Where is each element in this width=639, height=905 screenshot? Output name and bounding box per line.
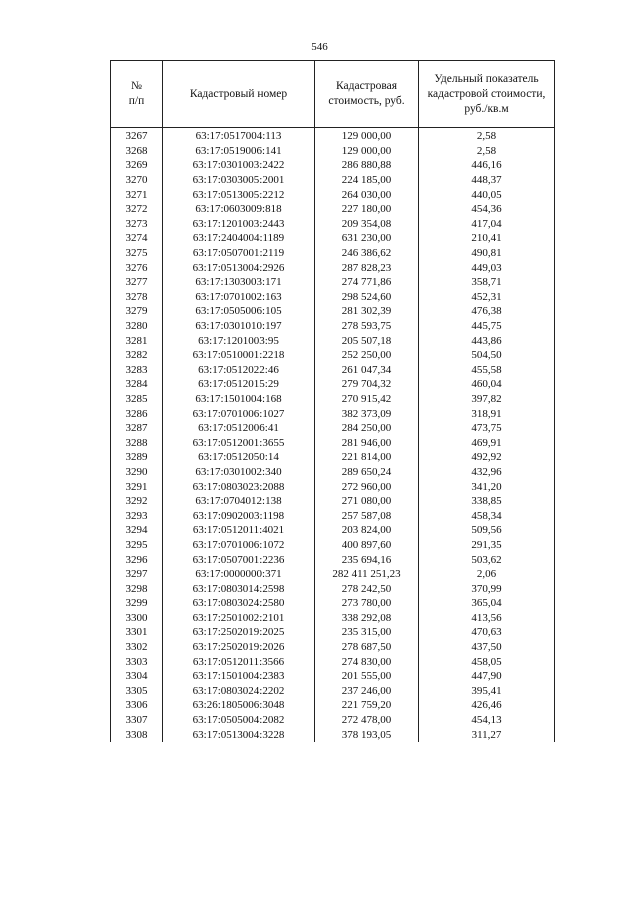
- cadastral-value: 257 587,08: [315, 508, 419, 523]
- table-row: [111, 231, 555, 246]
- specific-value: 503,62: [419, 552, 555, 567]
- cadastral-value: 631 230,00: [315, 231, 419, 246]
- cadastral-number: 63:17:0902003:1198: [163, 508, 315, 523]
- cadastral-number: 63:17:0510001:2218: [163, 348, 315, 363]
- specific-value: 397,82: [419, 392, 555, 407]
- row-number: 3270: [111, 173, 163, 188]
- specific-value: 370,99: [419, 581, 555, 596]
- table-row: [111, 392, 555, 407]
- specific-value: 447,90: [419, 669, 555, 684]
- table-row: [111, 567, 555, 582]
- cadastral-value: 272 960,00: [315, 479, 419, 494]
- specific-value: 492,92: [419, 450, 555, 465]
- cadastral-value: 201 555,00: [315, 669, 419, 684]
- header-num: № п/п: [111, 61, 163, 128]
- specific-value: 473,75: [419, 421, 555, 436]
- specific-value: 448,37: [419, 173, 555, 188]
- specific-value: 469,91: [419, 435, 555, 450]
- table-row: [111, 319, 555, 334]
- cadastral-number: 63:17:0603009:818: [163, 202, 315, 217]
- table-row: [111, 144, 555, 159]
- row-number: 3305: [111, 684, 163, 699]
- specific-value: 452,31: [419, 290, 555, 305]
- table-row: [111, 202, 555, 217]
- cadastral-number: 63:17:0517004:113: [163, 128, 315, 144]
- cadastral-number: 63:17:0512015:29: [163, 377, 315, 392]
- cadastral-value: 279 704,32: [315, 377, 419, 392]
- cadastral-value: 264 030,00: [315, 187, 419, 202]
- table-row: [111, 698, 555, 713]
- specific-value: 504,50: [419, 348, 555, 363]
- row-number: 3268: [111, 144, 163, 159]
- cadastral-number: 63:17:1501004:2383: [163, 669, 315, 684]
- cadastral-value: 278 687,50: [315, 640, 419, 655]
- row-number: 3282: [111, 348, 163, 363]
- row-number: 3289: [111, 450, 163, 465]
- specific-value: 413,56: [419, 611, 555, 626]
- cadastral-number: 63:17:0513004:3228: [163, 727, 315, 742]
- cadastral-value: 281 302,39: [315, 304, 419, 319]
- row-number: 3302: [111, 640, 163, 655]
- row-number: 3291: [111, 479, 163, 494]
- row-number: 3284: [111, 377, 163, 392]
- cadastral-value: 284 250,00: [315, 421, 419, 436]
- cadastral-number: 63:17:0701002:163: [163, 290, 315, 305]
- row-number: 3301: [111, 625, 163, 640]
- cadastral-number: 63:17:0303005:2001: [163, 173, 315, 188]
- row-number: 3275: [111, 246, 163, 261]
- table-row: [111, 406, 555, 421]
- table-row: [111, 669, 555, 684]
- table-row: [111, 465, 555, 480]
- row-number: 3294: [111, 523, 163, 538]
- table-row: [111, 435, 555, 450]
- cadastral-number: 63:17:0701006:1027: [163, 406, 315, 421]
- cadastral-value: 282 411 251,23: [315, 567, 419, 582]
- table-row: [111, 260, 555, 275]
- specific-value: 358,71: [419, 275, 555, 290]
- specific-value: 426,46: [419, 698, 555, 713]
- cadastral-value: 237 246,00: [315, 684, 419, 699]
- cadastral-value: 273 780,00: [315, 596, 419, 611]
- cadastral-value: 221 759,20: [315, 698, 419, 713]
- cadastral-value: 272 478,00: [315, 713, 419, 728]
- cadastral-value: 274 830,00: [315, 654, 419, 669]
- row-number: 3274: [111, 231, 163, 246]
- row-number: 3279: [111, 304, 163, 319]
- cadastral-number: 63:17:2404004:1189: [163, 231, 315, 246]
- row-number: 3303: [111, 654, 163, 669]
- cadastral-number: 63:17:0301002:340: [163, 465, 315, 480]
- cadastral-number: 63:17:0512001:3655: [163, 435, 315, 450]
- specific-value: 440,05: [419, 187, 555, 202]
- cadastral-number: 63:17:0512011:3566: [163, 654, 315, 669]
- cadastral-number: 63:17:0519006:141: [163, 144, 315, 159]
- cadastral-value: 287 828,23: [315, 260, 419, 275]
- specific-value: 445,75: [419, 319, 555, 334]
- cadastral-number: 63:17:0512006:41: [163, 421, 315, 436]
- table-row: [111, 596, 555, 611]
- cadastral-number: 63:17:0512011:4021: [163, 523, 315, 538]
- cadastral-value: 271 080,00: [315, 494, 419, 509]
- row-number: 3292: [111, 494, 163, 509]
- row-number: 3308: [111, 727, 163, 742]
- row-number: 3285: [111, 392, 163, 407]
- specific-value: 311,27: [419, 727, 555, 742]
- row-number: 3281: [111, 333, 163, 348]
- cadastral-value: 221 814,00: [315, 450, 419, 465]
- cadastral-value: 261 047,34: [315, 363, 419, 378]
- cadastral-number: 63:17:0507001:2236: [163, 552, 315, 567]
- specific-value: 2,06: [419, 567, 555, 582]
- cadastral-value: 270 915,42: [315, 392, 419, 407]
- cadastral-number: 63:17:2501002:2101: [163, 611, 315, 626]
- cadastral-number: 63:17:0803024:2202: [163, 684, 315, 699]
- table-body: [111, 128, 555, 742]
- table-row: [111, 450, 555, 465]
- table-row: [111, 611, 555, 626]
- row-number: 3288: [111, 435, 163, 450]
- specific-value: 446,16: [419, 158, 555, 173]
- table-row: [111, 421, 555, 436]
- cadastral-value: 227 180,00: [315, 202, 419, 217]
- table-row: [111, 290, 555, 305]
- table-row: [111, 581, 555, 596]
- cadastral-number: 63:17:0000000:371: [163, 567, 315, 582]
- cadastral-number: 63:26:1805006:3048: [163, 698, 315, 713]
- cadastral-value: 252 250,00: [315, 348, 419, 363]
- cadastral-number: 63:17:0701006:1072: [163, 538, 315, 553]
- specific-value: 458,34: [419, 508, 555, 523]
- table-row: [111, 377, 555, 392]
- table-row: [111, 654, 555, 669]
- cadastral-value: 235 694,16: [315, 552, 419, 567]
- specific-value: 318,91: [419, 406, 555, 421]
- row-number: 3306: [111, 698, 163, 713]
- cadastral-number: 63:17:0704012:138: [163, 494, 315, 509]
- cadastral-number: 63:17:1201003:95: [163, 333, 315, 348]
- row-number: 3299: [111, 596, 163, 611]
- specific-value: 455,58: [419, 363, 555, 378]
- cadastral-number: 63:17:0513004:2926: [163, 260, 315, 275]
- cadastral-value: 209 354,08: [315, 217, 419, 232]
- specific-value: 454,36: [419, 202, 555, 217]
- cadastral-value: 224 185,00: [315, 173, 419, 188]
- row-number: 3272: [111, 202, 163, 217]
- cadastral-number: 63:17:0512050:14: [163, 450, 315, 465]
- cadastral-number: 63:17:1201003:2443: [163, 217, 315, 232]
- table-row: [111, 713, 555, 728]
- specific-value: 490,81: [419, 246, 555, 261]
- specific-value: 395,41: [419, 684, 555, 699]
- table-row: [111, 333, 555, 348]
- specific-value: 432,96: [419, 465, 555, 480]
- row-number: 3290: [111, 465, 163, 480]
- header-cadastral-number: Кадастровый номер: [163, 61, 315, 128]
- specific-value: 449,03: [419, 260, 555, 275]
- specific-value: 291,35: [419, 538, 555, 553]
- row-number: 3273: [111, 217, 163, 232]
- row-number: 3267: [111, 128, 163, 144]
- cadastral-number: 63:17:0505004:2082: [163, 713, 315, 728]
- cadastral-number: 63:17:0301010:197: [163, 319, 315, 334]
- specific-value: 2,58: [419, 128, 555, 144]
- table-row: [111, 158, 555, 173]
- cadastral-value: 246 386,62: [315, 246, 419, 261]
- cadastral-value: 378 193,05: [315, 727, 419, 742]
- row-number: 3283: [111, 363, 163, 378]
- table-header-row: [111, 61, 555, 128]
- specific-value: 460,04: [419, 377, 555, 392]
- table-row: [111, 304, 555, 319]
- specific-value: 476,38: [419, 304, 555, 319]
- row-number: 3269: [111, 158, 163, 173]
- specific-value: 341,20: [419, 479, 555, 494]
- cadastral-number: 63:17:1303003:171: [163, 275, 315, 290]
- cadastral-value: 274 771,86: [315, 275, 419, 290]
- cadastral-value: 400 897,60: [315, 538, 419, 553]
- cadastral-value: 205 507,18: [315, 333, 419, 348]
- cadastral-value: 129 000,00: [315, 128, 419, 144]
- row-number: 3286: [111, 406, 163, 421]
- table-row: [111, 348, 555, 363]
- cadastral-number: 63:17:0505006:105: [163, 304, 315, 319]
- cadastral-value: 278 593,75: [315, 319, 419, 334]
- cadastral-value: 289 650,24: [315, 465, 419, 480]
- table-row: [111, 640, 555, 655]
- table-row: [111, 275, 555, 290]
- row-number: 3297: [111, 567, 163, 582]
- table-row: [111, 217, 555, 232]
- cadastral-number: 63:17:0507001:2119: [163, 246, 315, 261]
- cadastral-number: 63:17:0512022:46: [163, 363, 315, 378]
- cadastral-value: 203 824,00: [315, 523, 419, 538]
- table-row: [111, 538, 555, 553]
- specific-value: 210,41: [419, 231, 555, 246]
- table-row: [111, 684, 555, 699]
- cadastral-value: 286 880,88: [315, 158, 419, 173]
- row-number: 3307: [111, 713, 163, 728]
- cadastral-number: 63:17:0513005:2212: [163, 187, 315, 202]
- specific-value: 365,04: [419, 596, 555, 611]
- page-number: 546: [311, 41, 328, 53]
- row-number: 3277: [111, 275, 163, 290]
- specific-value: 458,05: [419, 654, 555, 669]
- cadastral-value: 278 242,50: [315, 581, 419, 596]
- row-number: 3295: [111, 538, 163, 553]
- cadastral-value-table: [110, 60, 555, 742]
- row-number: 3296: [111, 552, 163, 567]
- table-row: [111, 128, 555, 144]
- cadastral-number: 63:17:0301003:2422: [163, 158, 315, 173]
- header-specific-value: Удельный показатель кадастровой стоимости, руб./кв.м: [419, 61, 555, 128]
- specific-value: 443,86: [419, 333, 555, 348]
- row-number: 3293: [111, 508, 163, 523]
- row-number: 3300: [111, 611, 163, 626]
- cadastral-number: 63:17:0803024:2580: [163, 596, 315, 611]
- cadastral-number: 63:17:2502019:2025: [163, 625, 315, 640]
- table-row: [111, 246, 555, 261]
- specific-value: 470,63: [419, 625, 555, 640]
- row-number: 3287: [111, 421, 163, 436]
- row-number: 3278: [111, 290, 163, 305]
- table-row: [111, 552, 555, 567]
- cadastral-value: 129 000,00: [315, 144, 419, 159]
- cadastral-value: 298 524,60: [315, 290, 419, 305]
- table-row: [111, 523, 555, 538]
- row-number: 3276: [111, 260, 163, 275]
- specific-value: 454,13: [419, 713, 555, 728]
- cadastral-value: 338 292,08: [315, 611, 419, 626]
- specific-value: 417,04: [419, 217, 555, 232]
- cadastral-number: 63:17:0803023:2088: [163, 479, 315, 494]
- row-number: 3304: [111, 669, 163, 684]
- cadastral-number: 63:17:0803014:2598: [163, 581, 315, 596]
- header-cadastral-value: Кадастровая стоимость, руб.: [315, 61, 419, 128]
- cadastral-number: 63:17:2502019:2026: [163, 640, 315, 655]
- cadastral-number: 63:17:1501004:168: [163, 392, 315, 407]
- row-number: 3298: [111, 581, 163, 596]
- cadastral-value: 382 373,09: [315, 406, 419, 421]
- specific-value: 437,50: [419, 640, 555, 655]
- table-row: [111, 625, 555, 640]
- specific-value: 509,56: [419, 523, 555, 538]
- table-row: [111, 727, 555, 742]
- table-row: [111, 187, 555, 202]
- table-row: [111, 508, 555, 523]
- cadastral-value: 281 946,00: [315, 435, 419, 450]
- row-number: 3271: [111, 187, 163, 202]
- table-row: [111, 494, 555, 509]
- specific-value: 338,85: [419, 494, 555, 509]
- table-row: [111, 173, 555, 188]
- specific-value: 2,58: [419, 144, 555, 159]
- row-number: 3280: [111, 319, 163, 334]
- cadastral-value: 235 315,00: [315, 625, 419, 640]
- table-row: [111, 363, 555, 378]
- table-row: [111, 479, 555, 494]
